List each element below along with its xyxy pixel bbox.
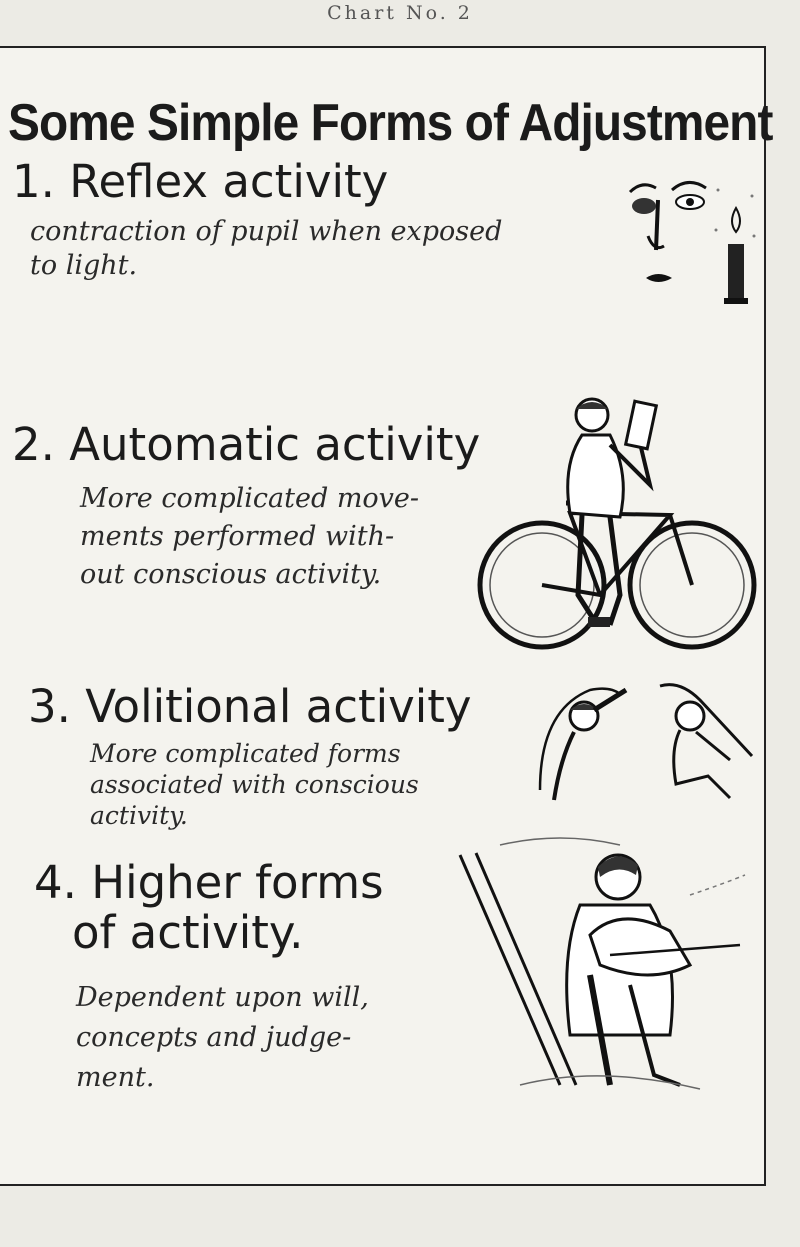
eye-and-candle-icon — [610, 170, 760, 310]
section-3-desc-line: activity. — [90, 801, 188, 830]
section-4-number: 4. — [34, 856, 77, 909]
section-1-heading — [12, 155, 388, 208]
section-4-heading — [34, 858, 384, 958]
section-3-description — [90, 738, 419, 831]
section-4-desc-line: concepts and judge- — [76, 1022, 352, 1053]
section-4-desc-line: ment. — [76, 1062, 155, 1093]
section-1-number: 1. — [12, 155, 55, 208]
section-3-heading — [28, 680, 472, 733]
section-4-heading-line-1 — [34, 858, 384, 908]
section-2-desc-line: More complicated move- — [80, 483, 420, 514]
section-1-desc-line: to light. — [30, 250, 138, 281]
section-2-title: Automatic activity — [69, 418, 481, 471]
chart-label: Chart No. 2 — [327, 2, 473, 24]
cyclist-reading-icon — [470, 395, 760, 655]
section-1-desc-line: contraction of pupil when exposed — [30, 216, 503, 247]
section-4-description — [76, 978, 369, 1098]
batter-swinging-icon — [530, 680, 760, 810]
section-1-description — [30, 215, 502, 283]
section-3-number: 3. — [28, 680, 71, 733]
section-2-description — [80, 480, 419, 594]
section-2-desc-line: out conscious activity. — [80, 559, 382, 590]
page-title: Some Simple Forms of Adjustment — [8, 94, 773, 152]
section-1-title: Reflex activity — [69, 155, 389, 208]
section-3-desc-line: associated with conscious — [90, 770, 419, 799]
section-3-desc-line: More complicated forms — [90, 739, 401, 768]
violinist-icon — [440, 835, 760, 1105]
section-4-title: Higher forms — [91, 856, 384, 909]
section-2-heading — [12, 418, 480, 471]
section-4-desc-line: Dependent upon will, — [76, 982, 369, 1013]
section-4-title-continued: of activity. — [72, 906, 304, 959]
section-3-title: Volitional activity — [85, 680, 472, 733]
section-2-number: 2. — [12, 418, 55, 471]
section-2-desc-line: ments performed with- — [80, 521, 395, 552]
